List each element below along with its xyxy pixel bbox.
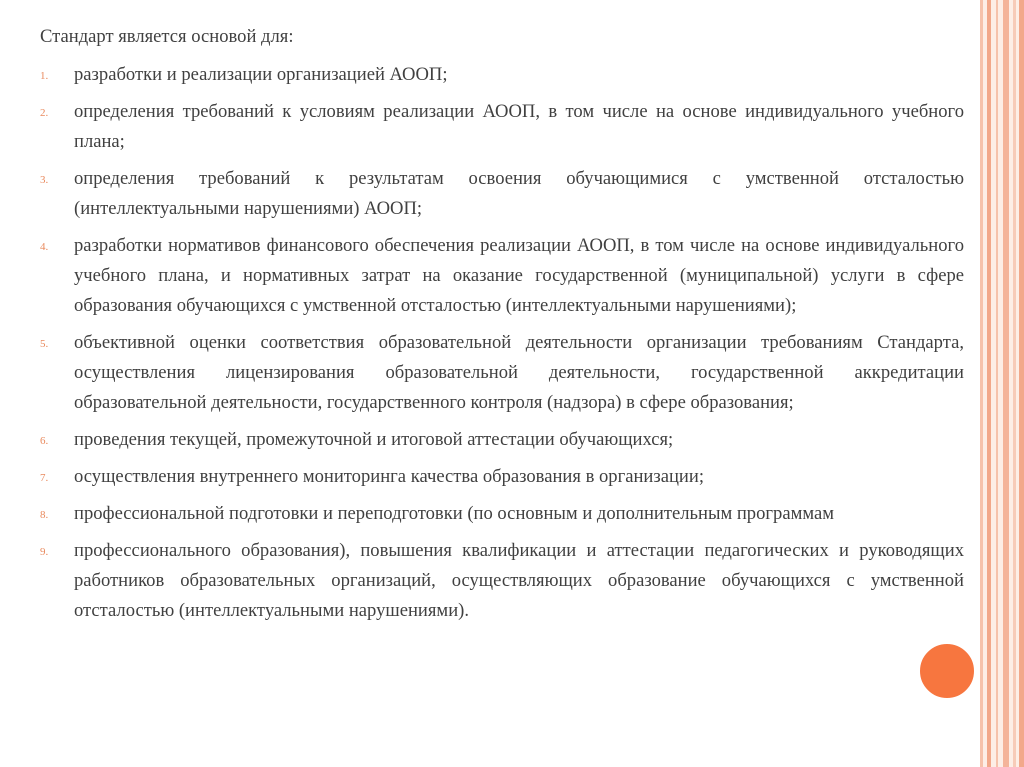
list-item-number: 6. (40, 435, 49, 447)
list-item-text: профессионального образования), повышения квалификации и аттестации педагогических и руководящих работников образовательных организаций, осуществляющих образование обучающихся с умственной отсталостью (интеллектуальными нарушениями). (74, 540, 964, 621)
list-item-number: 4. (40, 241, 49, 253)
decorative-stripe (987, 0, 991, 767)
decorative-circle (917, 641, 977, 701)
list-item-text: проведения текущей, промежуточной и итоговой аттестации обучающихся; (74, 429, 674, 450)
list-item (40, 164, 964, 224)
list-item-text: определения требований к условиям реализации АООП, в том числе на основе индивидуального учебного плана; (74, 101, 964, 152)
slide-content (40, 22, 964, 633)
list-item-number: 1. (40, 70, 49, 82)
list-item (40, 97, 964, 157)
list-item-number: 5. (40, 338, 49, 350)
list-item-text: разработки нормативов финансового обеспечения реализации АООП, в том числе на основе индивидуального учебного плана, и нормативных затрат на оказание государственной (муниципальной) услуги в сфере образования обучающихся с умственной отсталостью (интеллектуальными нарушениями); (74, 235, 964, 316)
list-item (40, 536, 964, 626)
list-item-number: 8. (40, 509, 49, 521)
list-item-number: 2. (40, 107, 49, 119)
decorative-stripe (1019, 0, 1024, 767)
list-item-number: 9. (40, 546, 49, 558)
list-item (40, 60, 964, 90)
list-item (40, 499, 964, 529)
list-item-number: 3. (40, 174, 49, 186)
list-item-text: профессиональной подготовки и переподготовки (по основным и дополнительным программам (74, 503, 835, 524)
list-item (40, 425, 964, 455)
decorative-stripe (1003, 0, 1009, 767)
list-item-text: разработки и реализации организацией АООП; (74, 64, 448, 85)
list-item-text: осуществления внутреннего мониторинга качества образования в организации; (74, 466, 704, 487)
list-item (40, 231, 964, 321)
intro-text: Стандарт является основой для: (40, 26, 294, 47)
list-item-number: 7. (40, 472, 49, 484)
decorative-stripe (1013, 0, 1016, 767)
list-item-text: определения требований к результатам освоения обучающимися с умственной отсталостью (интеллектуальными нарушениями) АООП; (74, 168, 964, 219)
list-item-text: объективной оценки соответствия образовательной деятельности организации требованиям Стандарта, осуществления лицензирования образовательной деятельности, государственной аккредитации образовательной деятельности, государственного контроля (надзора) в сфере образования; (74, 332, 964, 413)
decorative-stripe (980, 0, 983, 767)
decorative-stripe (996, 0, 998, 767)
numbered-list (40, 60, 964, 626)
list-item (40, 328, 964, 418)
list-item (40, 462, 964, 492)
